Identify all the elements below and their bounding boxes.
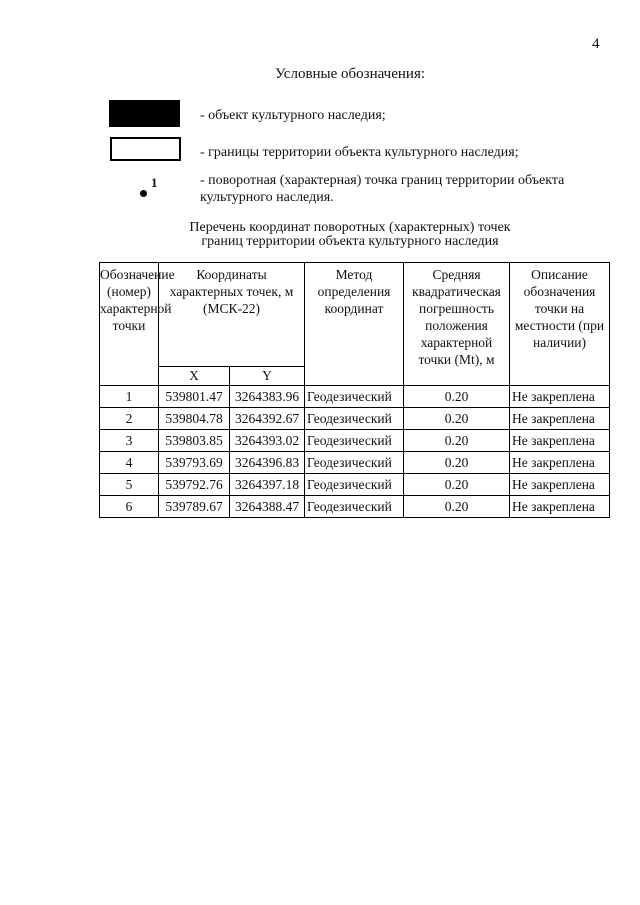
turning-point-icon xyxy=(140,190,147,197)
cell-x: 539804.78 xyxy=(159,408,230,430)
list-title-line-1: Перечень координат поворотных (характерных) точек xyxy=(189,220,511,235)
cell-number: 3 xyxy=(100,430,159,452)
legend-title: Условные обозначения: xyxy=(274,66,426,82)
cell-x: 539792.76 xyxy=(159,474,230,496)
coordinates-table xyxy=(99,262,610,518)
legend-item-territory-border: - границы территории объекта культурного наследия; xyxy=(200,145,519,160)
cell-error: 0.20 xyxy=(404,496,510,518)
header-y: Y xyxy=(230,367,305,386)
cell-method: Геодезический xyxy=(305,408,404,430)
cell-method: Геодезический xyxy=(305,474,404,496)
cell-description: Не закреплена xyxy=(510,496,610,518)
cell-error: 0.20 xyxy=(404,386,510,408)
cell-description: Не закреплена xyxy=(510,430,610,452)
page-number: 4 xyxy=(592,36,600,52)
cell-x: 539801.47 xyxy=(159,386,230,408)
table-row xyxy=(100,408,610,430)
cell-y: 3264383.96 xyxy=(230,386,305,408)
cell-x: 539789.67 xyxy=(159,496,230,518)
header-designation: Обозначение (номер) характерной точки xyxy=(100,263,159,386)
table-row xyxy=(100,496,610,518)
cell-number: 4 xyxy=(100,452,159,474)
header-coordinates: Координаты характерных точек, м (МСК-22) xyxy=(159,263,305,367)
territory-border-swatch xyxy=(110,137,181,161)
header-x: X xyxy=(159,367,230,386)
cell-method: Геодезический xyxy=(305,386,404,408)
cell-method: Геодезический xyxy=(305,496,404,518)
cell-error: 0.20 xyxy=(404,452,510,474)
list-title-line-2: границ территории объекта культурного наследия xyxy=(201,234,499,249)
cell-description: Не закреплена xyxy=(510,474,610,496)
cell-y: 3264393.02 xyxy=(230,430,305,452)
cell-number: 2 xyxy=(100,408,159,430)
legend-item-turning-point: - поворотная (характерная) точка границ территории объекта культурного наследия. xyxy=(200,173,565,205)
cell-error: 0.20 xyxy=(404,408,510,430)
cell-number: 1 xyxy=(100,386,159,408)
cell-description: Не закреплена xyxy=(510,408,610,430)
cell-description: Не закреплена xyxy=(510,386,610,408)
header-description: Описание обозначения точки на местности (при наличии) xyxy=(510,263,610,386)
table-row xyxy=(100,452,610,474)
table-row xyxy=(100,474,610,496)
cell-y: 3264388.47 xyxy=(230,496,305,518)
cell-method: Геодезический xyxy=(305,452,404,474)
table-row xyxy=(100,386,610,408)
cell-number: 6 xyxy=(100,496,159,518)
cell-description: Не закреплена xyxy=(510,452,610,474)
cell-y: 3264396.83 xyxy=(230,452,305,474)
turning-point-label: 1 xyxy=(151,175,158,190)
cell-x: 539803.85 xyxy=(159,430,230,452)
cell-number: 5 xyxy=(100,474,159,496)
cell-x: 539793.69 xyxy=(159,452,230,474)
cell-error: 0.20 xyxy=(404,474,510,496)
cell-error: 0.20 xyxy=(404,430,510,452)
cell-y: 3264392.67 xyxy=(230,408,305,430)
cell-method: Геодезический xyxy=(305,430,404,452)
heritage-object-swatch xyxy=(109,100,180,127)
header-method: Метод определения координат xyxy=(305,263,404,386)
header-error: Средняя квадратическая погрешность положения характерной точки (Mt), м xyxy=(404,263,510,386)
coordinates-list-title xyxy=(130,221,570,249)
legend-item-heritage-object: - объект культурного наследия; xyxy=(200,108,386,123)
table-row xyxy=(100,430,610,452)
cell-y: 3264397.18 xyxy=(230,474,305,496)
